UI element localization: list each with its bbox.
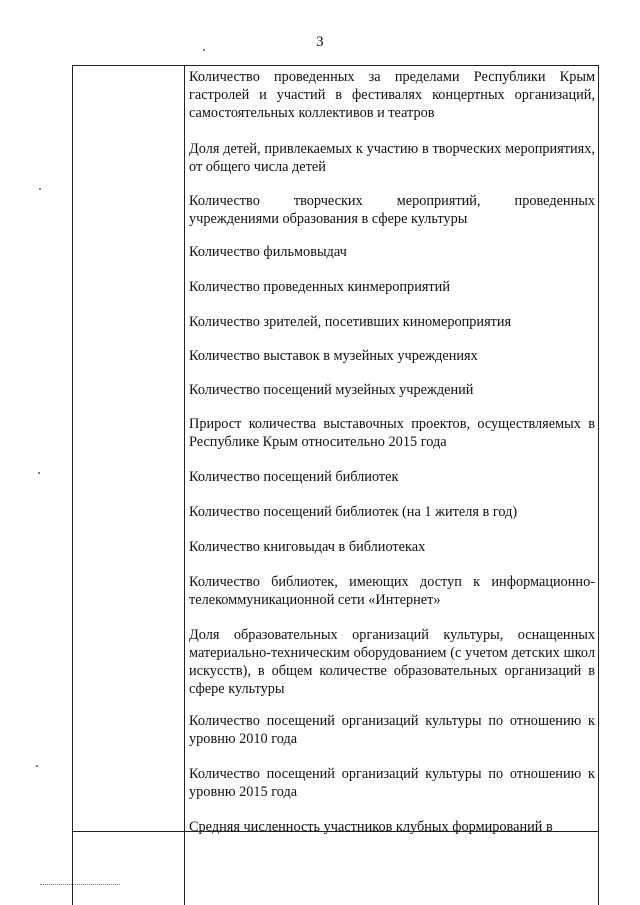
indicator-text: Доля детей, привлекаемых к участию в творческих мероприятиях, от общего числа детей — [189, 141, 595, 175]
scan-mark — [38, 472, 40, 474]
indicator-text: Количество посещений библиотек (на 1 жителя в год) — [189, 504, 518, 520]
indicator-text: Количество проведенных за пределами Республики Крым гастролей и участий в фестивалях концертных организаций, самостоятельных коллективов и театров — [189, 69, 595, 121]
indicator-text: Количество посещений организаций культуры по отношению к уровню 2015 года — [189, 766, 595, 800]
indicator-text: Количество посещений музейных учреждений — [189, 382, 474, 398]
indicator-text: Количество творческих мероприятий, проведенных учреждениями образования в сфере культуры — [189, 193, 595, 227]
scan-mark — [203, 49, 205, 51]
indicator-text: Количество фильмовыдач — [189, 244, 347, 260]
indicator-text: Количество посещений организаций культуры по отношению к уровню 2010 года — [189, 713, 595, 747]
indicator-text: Прирост количества выставочных проектов, осуществляемых в Республике Крым относительно 2015 года — [189, 416, 595, 450]
indicator-text: Средняя численность участников клубных формирований в — [189, 819, 553, 835]
footer-rule — [40, 884, 120, 885]
indicator-text: Количество выставок в музейных учреждениях — [189, 348, 478, 364]
page-number: 3 — [316, 34, 324, 50]
indicator-text: Количество книговыдач в библиотеках — [189, 539, 426, 555]
scan-mark — [36, 765, 38, 767]
indicator-text: Количество проведенных кинмероприятий — [189, 279, 450, 295]
indicator-text: Доля образовательных организаций культуры, оснащенных материально-техническим оборудованием (с учетом детских школ искусств), в общем количестве образовательных организаций в сфере культуры — [189, 627, 595, 697]
scan-mark — [39, 188, 41, 190]
indicator-text: Количество библиотек, имеющих доступ к информационно-телекоммуникационной сети «Интернет» — [189, 574, 595, 608]
column-divider — [184, 66, 185, 905]
indicator-text: Количество посещений библиотек — [189, 469, 399, 485]
indicator-text: Количество зрителей, посетивших киномероприятия — [189, 314, 512, 330]
